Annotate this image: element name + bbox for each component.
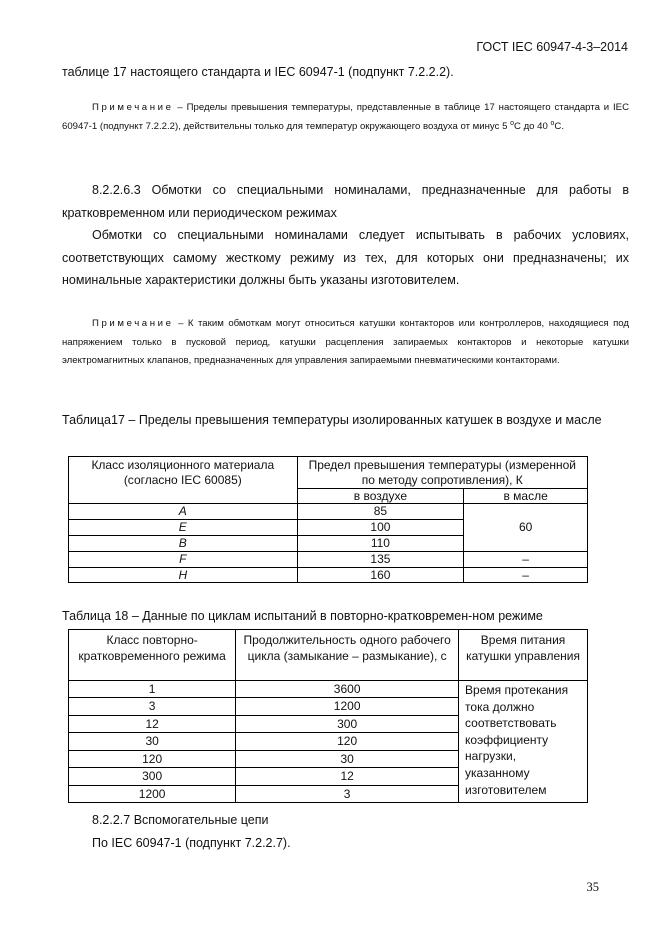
cell-class: E: [69, 520, 298, 536]
cell-class: B: [69, 535, 298, 551]
note-1: [62, 99, 629, 136]
table-row: [69, 551, 588, 567]
cell-duration: 300: [236, 715, 459, 732]
paragraph-continuation: таблице 17 настоящего стандарта и IEC 60947-1 (подпункт 7.2.2.2).: [62, 65, 454, 79]
clause-8-2-2-7: 8.2.2.7 Вспомогательные цепи: [92, 813, 269, 827]
header-mode-class: Класс повторно-кратковременного режима: [69, 630, 236, 681]
cell-class: 120: [69, 750, 236, 767]
document-code: ГОСТ IEC 60947-4-3–2014: [476, 40, 628, 54]
table-17: [68, 456, 588, 583]
clause-8-2-2-6-3: 8.2.2.6.3 Обмотки со специальными номиналами, предназначенные для работы в кратковременном или периодическом режимах: [62, 183, 629, 220]
table17-caption: Таблица17 – Пределы превышения температуры изолированных катушек в воздухе и масле: [62, 413, 602, 427]
degree-sign: o: [510, 119, 514, 127]
table-18: [68, 629, 588, 803]
cell-duration: 30: [236, 750, 459, 767]
note-text-a: – Пределы превышения температуры, представленные в таблице 17 настоящего стандарта и IEC 60947-1 (подпункт 7.2.2.2), действительны только для температур окружающего воздуха от минус 5: [62, 102, 629, 132]
cell-air: 85: [297, 504, 464, 520]
degree-sign: o: [550, 119, 555, 127]
cell-class: 30: [69, 733, 236, 750]
cell-power-merged: Время протекания тока должно соответствовать коэффициенту нагрузки, указанному изготовителем: [459, 681, 588, 803]
header-power-time: Время питания катушки управления: [459, 630, 588, 681]
cell-air: 110: [297, 535, 464, 551]
cell-class: 1: [69, 681, 236, 698]
note-label: Примечание: [92, 102, 174, 113]
cell-class: 300: [69, 768, 236, 785]
note-label: Примечание: [92, 318, 174, 329]
header-in-oil: в масле: [464, 488, 588, 504]
cell-air: 160: [297, 567, 464, 583]
page-number: 35: [586, 880, 599, 894]
cell-oil: –: [464, 567, 588, 583]
note-2: [62, 315, 629, 371]
cell-duration: 3: [236, 785, 459, 803]
note-text: – К таким обмоткам могут относиться катушки контакторов или контроллеров, находящиеся под напряжением только в пусковой период, катушки расцепления запираемых контакторов и некоторые катушки электромагнитных клапанов, предназначенных для управления запираемыми пневматическими контакторами.: [62, 318, 630, 366]
cell-duration: 12: [236, 768, 459, 785]
header-in-air: в воздухе: [297, 488, 464, 504]
cell-oil-merged: 60: [464, 504, 588, 551]
cell-duration: 1200: [236, 698, 459, 715]
cell-class: H: [69, 567, 298, 583]
cell-duration: 3600: [236, 681, 459, 698]
table-row: [69, 504, 588, 520]
cell-air: 135: [297, 551, 464, 567]
cell-class: 12: [69, 715, 236, 732]
note-text-c: С.: [554, 120, 565, 132]
table18-caption: Таблица 18 – Данные по циклам испытаний в повторно-кратковремен-ном режиме: [62, 609, 543, 623]
cell-duration: 120: [236, 733, 459, 750]
cell-class: F: [69, 551, 298, 567]
cell-class: 1200: [69, 785, 236, 803]
header-insulation-class: Класс изоляционного материала (согласно IEC 60085): [69, 457, 298, 504]
cell-class: 3: [69, 698, 236, 715]
table-row: [69, 681, 588, 698]
body-paragraph: Обмотки со специальными номиналами следует испытывать в рабочих условиях, соответствующих самому жесткому режиму из тех, для которых они предназначены; их номинальные характеристики должны быть указаны изготовителем.: [62, 228, 629, 287]
cell-oil: –: [464, 551, 588, 567]
table-row: [69, 567, 588, 583]
cell-air: 100: [297, 520, 464, 536]
header-temperature-limit: Предел превышения температуры (измеренной по методу сопротивления), К: [297, 457, 587, 489]
cell-class: A: [69, 504, 298, 520]
note-text-b: С до 40: [513, 120, 551, 132]
clause-8-2-2-7-body: По IEC 60947-1 (подпункт 7.2.2.7).: [92, 836, 291, 850]
header-cycle-duration: Продолжительность одного рабочего цикла (замыкание – размыкание), с: [236, 630, 459, 681]
